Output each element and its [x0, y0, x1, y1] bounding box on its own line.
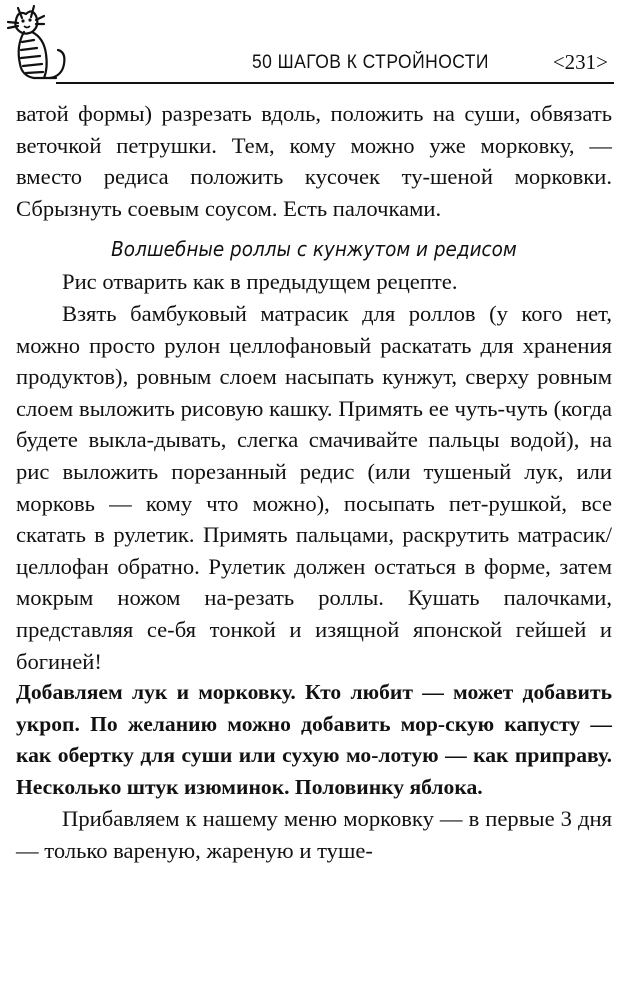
paragraph-rice: Рис отварить как в предыдущем рецепте. [62, 269, 458, 295]
page-number: <231> [552, 50, 608, 74]
header-rule [56, 82, 614, 84]
paragraph-bamboo-mat: Взять бамбуковый матрасик для роллов (у кого нет, можно просто рулон целлофановый раскатать для хранения продуктов), ровным слоем насыпать кунжут, сверху ровным слоем выложить рисовую кашку. Примять ее чуть-чуть (когда будете выкла-дывать, слегка смачивайте пальцы водой), на рис выложить порезанный редис (или тушеный лук, или морковь — кому что можно), посыпать пет-рушкой, все скатать в рулетик. Примять пальцами, раскрутить матрасик/целлофан обратно. Рулетик должен остаться в форме, затем мокрым ножом на-резать роллы. Кушать палочками, представляя се-бя тонкой и изящной японской гейшей и богиней! [16, 300, 612, 674]
body-text [16, 98, 612, 867]
paragraph-bold-additions: Добавляем лук и морковку. Кто любит — может добавить укроп. По желанию можно добавить мор-скую капусту — как обертку для суши или сухую мо-лотую — как приправу. Несколько штук изюминок. Половинку яблока. [16, 680, 612, 799]
paragraph-last: Прибавляем к нашему меню морковку — в первые 3 дня — только вареную, жареную и туше- [16, 806, 612, 864]
page-header [0, 0, 620, 86]
cat-icon [4, 2, 68, 82]
paragraph-continuation: ватой формы) разрезать вдоль, положить на суши, обвязать веточкой петрушки. Тем, кому можно уже морковку, — вместо редиса положить кусочек ту-шеной морковки. Сбрызнуть соевым соусом. Есть палочками. [16, 101, 612, 221]
running-head: 50 ШАГОВ К СТРОЙНОСТИ [252, 52, 489, 73]
recipe-heading: Волшебные роллы с кунжутом и редисом [111, 237, 517, 262]
